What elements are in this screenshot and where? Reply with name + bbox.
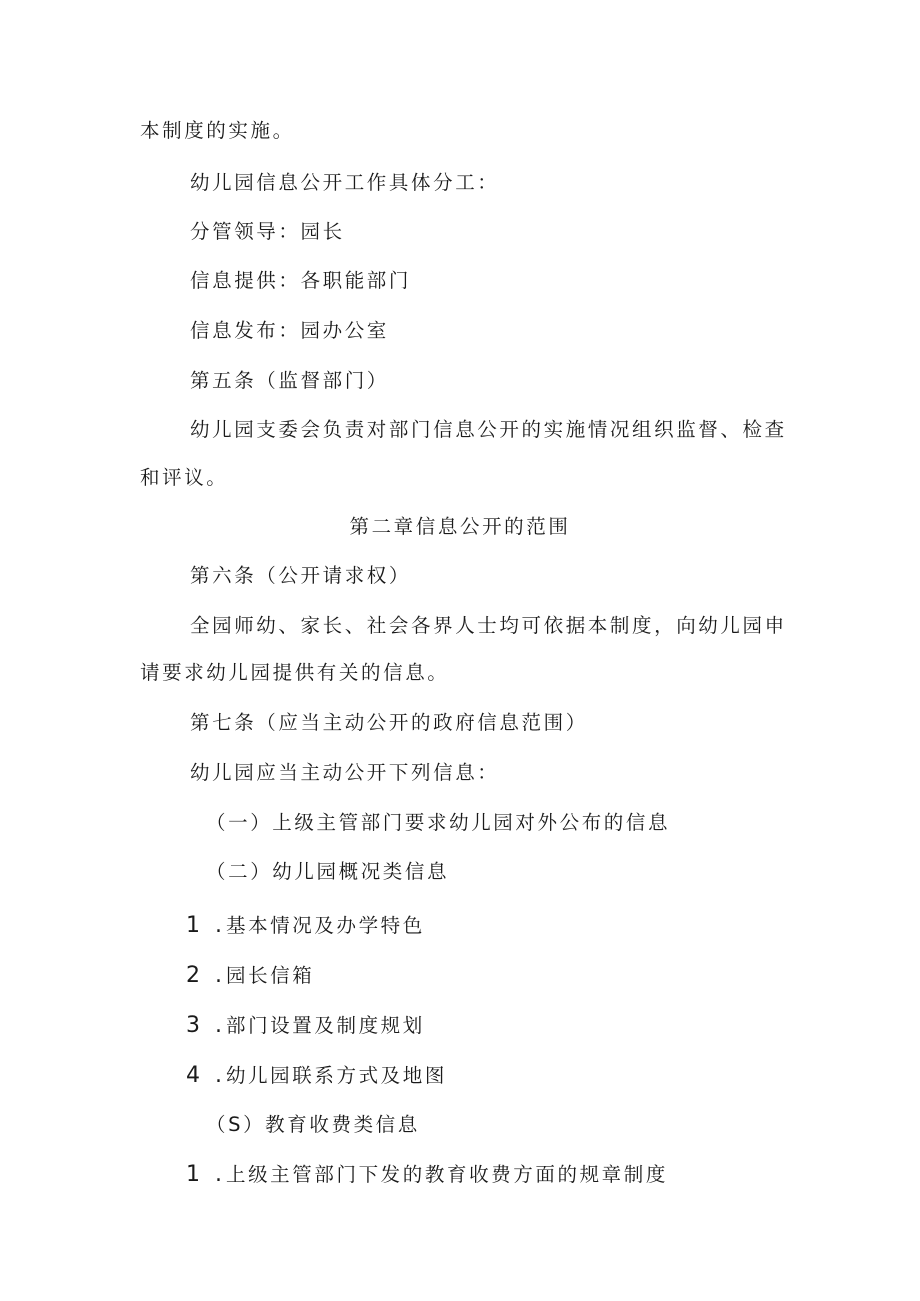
list-number: 1 . <box>186 1162 226 1187</box>
list-item <box>186 913 425 939</box>
paragraph-info-provider: 信息提供：各职能部门 <box>190 269 412 292</box>
article-6-heading: 第六条（公开请求权） <box>190 564 412 587</box>
paragraph-request-right-line1: 全园师幼、家长、社会各界人士均可依据本制度，向幼儿园申 <box>190 614 787 637</box>
paragraph-continuation: 本制度的实施。 <box>140 119 295 142</box>
list-item <box>186 1013 425 1039</box>
paragraph-division-of-work: 幼儿园信息公开工作具体分工： <box>190 171 500 194</box>
list-item-text: 基本情况及办学特色 <box>225 914 425 937</box>
article-5-heading: 第五条（监督部门） <box>190 369 389 392</box>
list-number: 2 . <box>186 963 226 988</box>
paragraph-request-right-line2: 请要求幼儿园提供有关的信息。 <box>140 661 450 684</box>
item-2-heading: （二）幼儿园概况类信息 <box>206 860 450 883</box>
article-7-heading: 第七条（应当主动公开的政府信息范围） <box>190 711 588 734</box>
paragraph-active-disclosure: 幼儿园应当主动公开下列信息： <box>190 761 500 784</box>
item-1-heading: （一）上级主管部门要求幼儿园对外公布的信息 <box>206 811 671 834</box>
chapter-2-heading: 第二章信息公开的范围 <box>349 515 571 538</box>
paragraph-supervision-line2: 和评议。 <box>140 466 229 489</box>
list-number: 1 . <box>186 913 226 938</box>
paragraph-leader: 分管领导：园长 <box>190 220 345 243</box>
list-item-text: 园长信箱 <box>225 964 315 987</box>
list-item-text: 上级主管部门下发的教育收费方面的规章制度 <box>225 1163 668 1186</box>
list-item-text: 部门设置及制度规划 <box>225 1014 425 1037</box>
item-3-heading: （S）教育收费类信息 <box>206 1113 420 1136</box>
list-item <box>186 1162 668 1188</box>
list-item <box>186 963 314 989</box>
list-item <box>186 1063 447 1089</box>
list-item-text: 幼儿园联系方式及地图 <box>225 1064 447 1087</box>
list-number: 4 . <box>186 1063 226 1088</box>
list-number: 3 . <box>186 1013 226 1038</box>
paragraph-supervision-line1: 幼儿园支委会负责对部门信息公开的实施情况组织监督、检查 <box>190 418 787 441</box>
paragraph-info-publisher: 信息发布：园办公室 <box>190 319 389 342</box>
